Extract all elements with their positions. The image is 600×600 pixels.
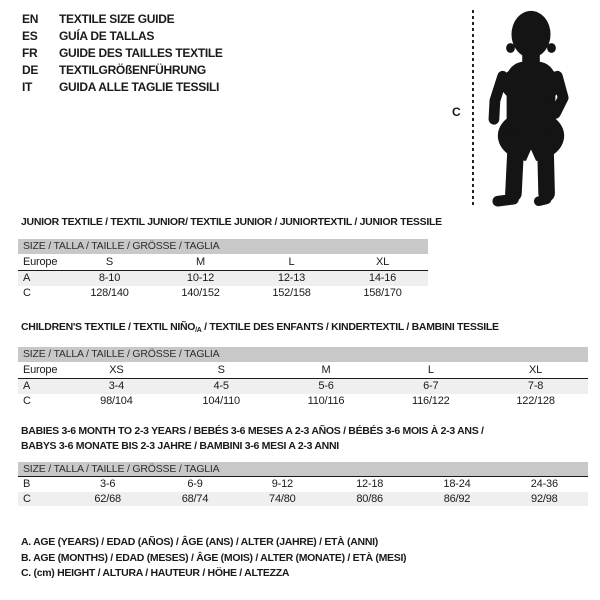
language-title-list <box>22 11 223 96</box>
cell: 9-12 <box>271 478 293 490</box>
size-col: S <box>217 364 225 376</box>
cell: 14-16 <box>368 272 397 284</box>
row-label: A <box>23 380 31 392</box>
cell: 3-6 <box>100 478 116 490</box>
cell: 92/98 <box>531 492 558 505</box>
children-size-header-band: SIZE / TALLA / TAILLE / GRÖSSE / TAGLIA <box>18 347 588 362</box>
junior-row-a <box>18 271 428 286</box>
size-col: M <box>196 256 205 268</box>
cell: 62/68 <box>94 492 121 505</box>
size-col: XL <box>375 256 390 268</box>
cell: 7-8 <box>527 380 544 392</box>
cell: 128/140 <box>90 286 129 299</box>
lang-row-de <box>22 62 223 79</box>
junior-region-row <box>18 254 428 271</box>
cell: 68/74 <box>181 492 209 505</box>
cell: 3-4 <box>108 380 125 392</box>
babies-row-b <box>18 477 588 492</box>
babies-size-header-band: SIZE / TALLA / TAILLE / GRÖSSE / TAGLIA <box>18 462 588 477</box>
cell: 152/158 <box>272 286 311 299</box>
size-col: XL <box>529 364 543 376</box>
children-size-table <box>18 347 588 408</box>
lang-code: FR <box>22 46 38 60</box>
babies-size-table <box>18 462 588 506</box>
row-label: A <box>23 272 31 284</box>
size-col: XS <box>109 364 124 376</box>
lang-code: DE <box>22 63 39 77</box>
children-title-subscript: /A <box>195 327 202 334</box>
row-label: C <box>23 394 31 407</box>
size-col: L <box>427 364 434 376</box>
lang-code: IT <box>22 80 33 94</box>
children-title-pre: CHILDREN'S TEXTILE / TEXTIL NIÑO <box>21 321 196 333</box>
lang-label: GUIDE DES TAILLES TEXTILE <box>59 46 223 60</box>
children-region-row <box>18 362 588 379</box>
babies-section-title <box>21 424 484 454</box>
cell: 12-18 <box>356 478 384 490</box>
legend-line-a: A. AGE (YEARS) / EDAD (AÑOS) / ÂGE (ANS) / ALTER (JAHRE) / ETÀ (ANNI) <box>21 536 378 548</box>
cell: 86/92 <box>443 492 471 505</box>
cell: 140/152 <box>181 286 220 299</box>
cell: 24-36 <box>530 478 558 490</box>
size-col: L <box>288 256 295 268</box>
lang-code: ES <box>22 29 38 43</box>
cell: 122/128 <box>516 394 555 407</box>
junior-section-title: JUNIOR TEXTILE / TEXTIL JUNIOR/ TEXTILE JUNIOR / JUNIORTEXTIL / JUNIOR TESSILE <box>21 216 442 228</box>
children-row-a <box>18 379 588 394</box>
lang-row-en <box>22 11 223 28</box>
cell: 98/104 <box>100 394 133 407</box>
lang-row-it <box>22 79 223 96</box>
cell: 80/86 <box>356 492 383 505</box>
babies-title-line1: BABIES 3-6 MONTH TO 2-3 YEARS / BEBÉS 3-6 MESES A 2-3 AÑOS / BÉBÉS 3-6 MOIS À 2-3 ANS / <box>21 425 484 437</box>
row-label: C <box>23 286 31 299</box>
lang-row-fr <box>22 45 223 62</box>
toddler-silhouette-icon <box>486 8 576 208</box>
legend-line-c: C. (cm) HEIGHT / ALTURA / HAUTEUR / HÖHE / ALTEZZA <box>21 567 290 579</box>
region-label: Europe <box>23 364 58 376</box>
lang-code: EN <box>22 12 39 26</box>
cell: 110/116 <box>307 394 345 407</box>
junior-size-header-band: SIZE / TALLA / TAILLE / GRÖSSE / TAGLIA <box>18 239 428 254</box>
children-row-c <box>18 394 588 409</box>
cell: 4-5 <box>213 380 229 392</box>
cell: 6-9 <box>187 478 203 490</box>
cell: 8-10 <box>98 272 121 284</box>
cell: 158/170 <box>363 286 402 299</box>
children-title-post: / TEXTILE DES ENFANTS / KINDERTEXTIL / BAMBINI TESSILE <box>201 321 499 333</box>
legend-line-b: B. AGE (MONTHS) / EDAD (MESES) / ÂGE (MOIS) / ALTER (MONATE) / ETÀ (MESI) <box>21 551 407 564</box>
legend-notes <box>21 535 406 582</box>
cell: 104/110 <box>202 394 240 407</box>
size-col: S <box>105 256 114 268</box>
size-col: M <box>321 364 331 376</box>
children-section-title <box>21 320 499 338</box>
lang-label: GUIDA ALLE TAGLIE TESSILI <box>59 80 220 94</box>
cell: 116/122 <box>412 394 450 407</box>
lang-label: GUÍA DE TALLAS <box>59 29 155 43</box>
junior-row-c <box>18 286 428 301</box>
junior-size-table <box>18 239 428 300</box>
cell: 18-24 <box>443 478 471 490</box>
height-measure-dashed-line <box>472 10 474 207</box>
cell: 5-6 <box>318 380 334 392</box>
lang-label: TEXTILGRÖßENFÜHRUNG <box>59 63 206 77</box>
cell: 12-13 <box>277 272 306 284</box>
height-marker-label: C <box>452 105 461 119</box>
row-label: B <box>23 478 31 490</box>
lang-label: TEXTILE SIZE GUIDE <box>59 12 175 26</box>
region-label: Europe <box>23 256 58 268</box>
row-label: C <box>23 492 31 505</box>
cell: 10-12 <box>186 272 215 284</box>
cell: 6-7 <box>423 380 439 392</box>
cell: 74/80 <box>269 492 296 505</box>
babies-title-line2: BABYS 3-6 MONATE BIS 2-3 JAHRE / BAMBINI 3-6 MESI A 2-3 ANNI <box>21 440 339 452</box>
babies-row-c <box>18 492 588 507</box>
lang-row-es <box>22 28 223 45</box>
